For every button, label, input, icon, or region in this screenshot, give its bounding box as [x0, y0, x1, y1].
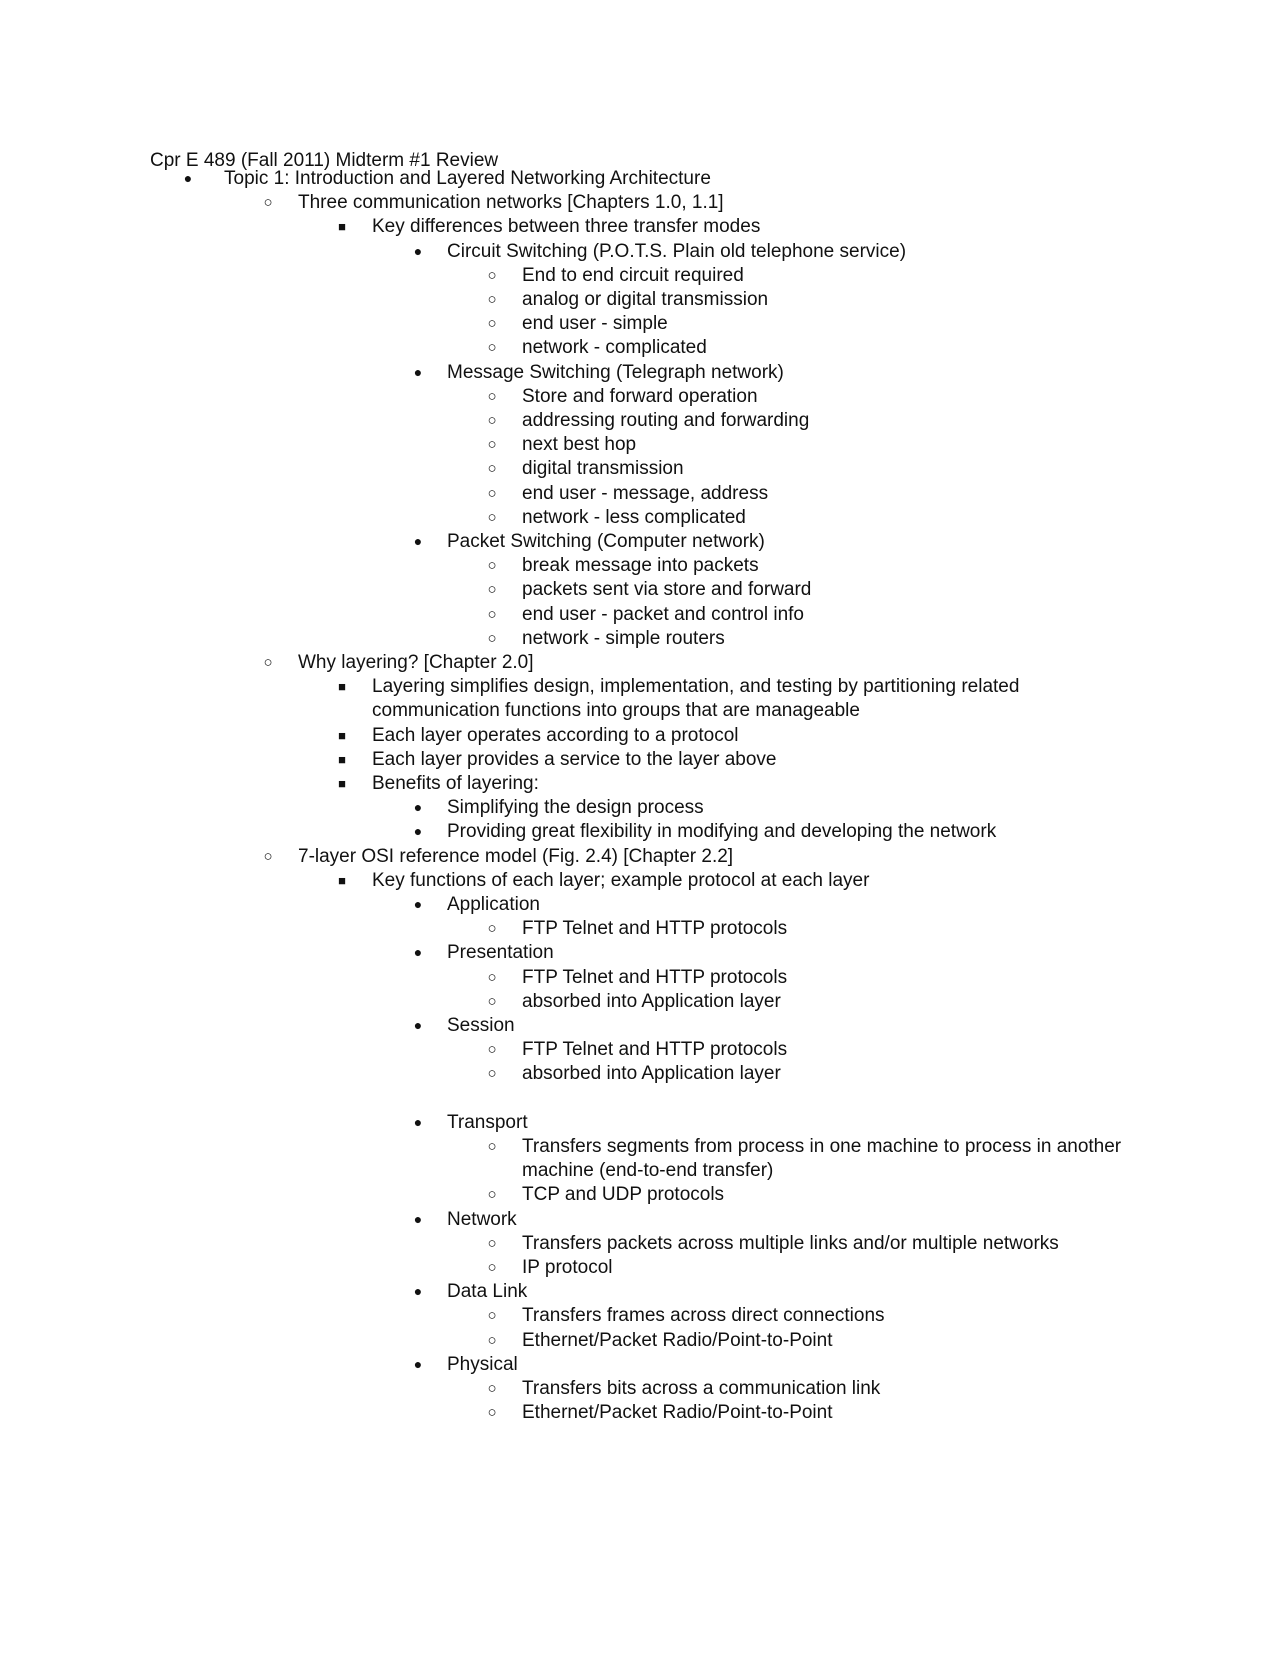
outline-item-text: network - complicated [522, 337, 707, 359]
outline-item-text: digital transmission [522, 458, 684, 480]
bullet-marker: ● [413, 1017, 423, 1033]
bullet-marker: ● [413, 1355, 423, 1372]
bullet-marker: ○ [487, 581, 497, 599]
outline-item-text: Physical [447, 1353, 518, 1375]
outline-item-text: TCP and UDP protocols [522, 1184, 725, 1206]
bullet-marker: ○ [487, 1186, 497, 1204]
bullet-marker: ○ [263, 194, 273, 212]
bullet-marker: ○ [487, 484, 497, 502]
bullet-marker: ○ [487, 968, 497, 986]
outline-item-text: Circuit Switching (P.O.T.S. Plain old telephone service) [447, 240, 907, 262]
outline-item-text: next best hop [522, 434, 637, 456]
bullet-marker: ● [183, 170, 193, 186]
bullet-marker: ■ [338, 872, 346, 888]
bullet-marker: ● [413, 1283, 423, 1300]
outline-item-text: Transfers segments from process in one machine to process in another [522, 1136, 1122, 1157]
bullet-marker: ○ [487, 387, 497, 405]
outline-item-text: Session [447, 1015, 515, 1036]
bullet-marker: ○ [487, 1331, 497, 1349]
outline-item-text: Each layer provides a service to the layer above [372, 748, 777, 770]
outline-item-text: IP protocol [522, 1257, 613, 1278]
bullet-marker: ● [413, 1113, 423, 1130]
outline-item-text: end user - packet and control info [522, 603, 805, 625]
bullet-marker: ○ [263, 847, 273, 865]
outline-item-text: end user - message, address [522, 482, 769, 504]
outline-item-text: Transfers bits across a communication link [522, 1378, 881, 1399]
bullet-marker: ○ [487, 629, 497, 647]
bullet-marker: ● [413, 363, 423, 380]
bullet-marker: ○ [263, 654, 273, 671]
outline-item-text: Transfers frames across direct connections [522, 1305, 885, 1327]
bullet-marker: ○ [487, 412, 497, 429]
outline-item-text: machine (end-to-end transfer) [522, 1160, 774, 1182]
outline-item-text: analog or digital transmission [522, 289, 769, 310]
bullet-marker: ■ [338, 727, 346, 743]
outline-item-text: network - simple routers [522, 627, 725, 649]
bullet-marker: ○ [487, 920, 497, 938]
outline-item-text: Layering simplifies design, implementation, and testing by partitioning related [372, 676, 1020, 698]
bullet-marker: ■ [338, 776, 346, 791]
bullet-marker: ○ [487, 1259, 497, 1276]
outline-item-text: end user - simple [522, 313, 668, 335]
outline-item-text: FTP Telnet and HTTP protocols [522, 1039, 788, 1061]
bullet-marker: ■ [338, 219, 346, 235]
outline-item-text: communication functions into groups that are manageable [372, 700, 860, 722]
bullet-marker: ○ [487, 1065, 497, 1083]
bullet-marker: ● [413, 944, 423, 961]
bullet-marker: ○ [487, 1404, 497, 1422]
outline-item-text: Topic 1: Introduction and Layered Networking Architecture [224, 168, 711, 189]
outline-item-text: Transfers packets across multiple links and/or multiple networks [522, 1232, 1059, 1254]
outline-item-text: break message into packets [522, 555, 759, 577]
outline-item-text: End to end circuit required [522, 264, 744, 286]
bullet-marker: ● [413, 896, 423, 912]
outline-item-text: Simplifying the design process [447, 797, 704, 819]
outline-item-text: Providing great flexibility in modifying and developing the network [447, 821, 997, 843]
outline-item-text: Key differences between three transfer modes [372, 216, 761, 238]
bullet-marker: ● [413, 1210, 423, 1227]
outline-item-text: absorbed into Application layer [522, 990, 781, 1012]
bullet-marker: ○ [487, 1234, 497, 1252]
bullet-marker: ○ [487, 1307, 497, 1325]
bullet-marker: ○ [487, 1041, 497, 1059]
document-title: Cpr E 489 (Fall 2011) Midterm #1 Review [150, 150, 499, 171]
outline-item-text: Presentation [447, 942, 554, 964]
outline-item-text: Message Switching (Telegraph network) [447, 361, 784, 383]
bullet-marker: ○ [487, 1138, 497, 1155]
outline-item-text: packets sent via store and forward [522, 579, 812, 601]
bullet-marker: ● [413, 799, 423, 816]
outline-item-text: FTP Telnet and HTTP protocols [522, 918, 788, 940]
bullet-marker: ○ [487, 992, 497, 1010]
outline-item-text: Network [447, 1208, 517, 1230]
bullet-marker: ● [413, 823, 423, 840]
bullet-marker: ○ [487, 266, 497, 284]
outline-item-text: Transport [447, 1111, 528, 1133]
outline-item-text: absorbed into Application layer [522, 1063, 781, 1085]
outline-item-text: Key functions of each layer; example protocol at each layer [372, 869, 870, 891]
outline-item-text: Each layer operates according to a protocol [372, 724, 739, 746]
bullet-marker: ○ [487, 291, 497, 308]
bullet-marker: ■ [338, 751, 346, 767]
outline-item-text: Store and forward operation [522, 385, 758, 407]
outline-item-text: network - less complicated [522, 506, 746, 528]
bullet-marker: ○ [487, 1380, 497, 1397]
outline-item-text: 7-layer OSI reference model (Fig. 2.4) [Chapter 2.2] [298, 845, 734, 867]
outline-item-text: Application [447, 894, 540, 915]
bullet-marker: ○ [487, 605, 497, 623]
outline-item-text: Data Link [447, 1281, 528, 1303]
outline-item-text: FTP Telnet and HTTP protocols [522, 966, 788, 988]
outline-item-text: Packet Switching (Computer network) [447, 531, 765, 552]
outline-item-text: Why layering? [Chapter 2.0] [298, 652, 534, 673]
bullet-marker: ■ [338, 679, 346, 695]
bullet-marker: ● [413, 242, 423, 259]
bullet-marker: ○ [487, 557, 497, 575]
outline-item-text: addressing routing and forwarding [522, 410, 810, 431]
bullet-marker: ○ [487, 436, 497, 454]
bullet-marker: ○ [487, 460, 497, 478]
outline-item-text: Ethernet/Packet Radio/Point-to-Point [522, 1402, 833, 1424]
bullet-marker: ○ [487, 315, 497, 333]
outline-item-text: Ethernet/Packet Radio/Point-to-Point [522, 1329, 833, 1351]
outline-item-text: Three communication networks [Chapters 1.0, 1.1] [298, 192, 724, 214]
bullet-marker: ○ [487, 339, 497, 357]
bullet-marker: ○ [487, 508, 497, 526]
outline-item-text: Benefits of layering: [372, 773, 539, 794]
bullet-marker: ● [413, 533, 423, 549]
